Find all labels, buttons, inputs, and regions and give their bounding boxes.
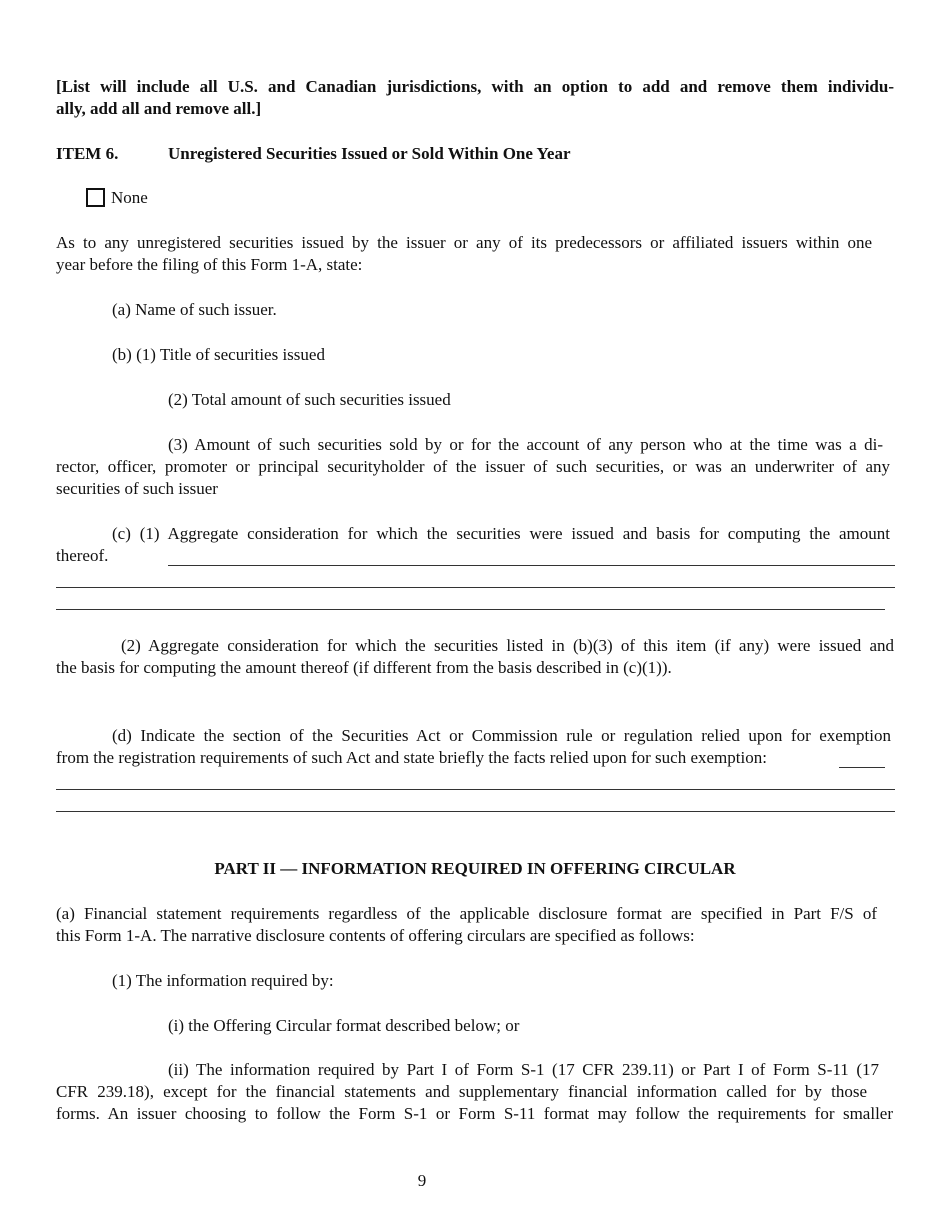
- part2-1: (1) The information required by:: [112, 971, 334, 990]
- item-title: Unregistered Securities Issued or Sold Within One Year: [168, 144, 571, 163]
- part2-heading: PART II — INFORMATION REQUIRED IN OFFERING CIRCULAR: [214, 859, 736, 878]
- item-number: ITEM 6.: [56, 144, 119, 163]
- item6-d-line-2: from the registration requirements of such Act and state briefly the facts relied upon for such exemption:: [56, 748, 767, 767]
- c1-answer-line-3[interactable]: [56, 609, 885, 610]
- part2-ii-line-2: CFR 239.18), except for the financial statements and supplementary financial information called for by those: [56, 1082, 867, 1101]
- item6-c1-line-2: thereof.: [56, 546, 109, 565]
- editor-note-line-2: ally, add all and remove all.]: [56, 99, 262, 118]
- part2-ii-line-3: forms. An issuer choosing to follow the Form S-1 or Form S-11 format may follow the requirements for smaller: [56, 1104, 893, 1123]
- part2-ii-line-1: (ii) The information required by Part I of Form S-1 (17 CFR 239.11) or Part I of Form S-11 (17: [168, 1060, 879, 1079]
- item6-c2-line-2: the basis for computing the amount thereof (if different from the basis described in (c)(1)).: [56, 658, 672, 677]
- none-checkbox-label: None: [111, 188, 148, 207]
- item6-b2: (2) Total amount of such securities issued: [168, 390, 451, 409]
- page-number: 9: [417, 1171, 427, 1190]
- none-checkbox[interactable]: [86, 188, 105, 207]
- c1-answer-line-2[interactable]: [56, 587, 895, 588]
- item6-a: (a) Name of such issuer.: [112, 300, 277, 319]
- item6-b3-line-2: rector, officer, promoter or principal securityholder of the issuer of such securities, or was an underwriter of any: [56, 457, 890, 476]
- part2-i: (i) the Offering Circular format described below; or: [168, 1016, 520, 1035]
- d-answer-line-3[interactable]: [56, 811, 895, 812]
- item6-intro-line-2: year before the filing of this Form 1-A, state:: [56, 255, 363, 274]
- item6-b3-line-1: (3) Amount of such securities sold by or for the account of any person who at the time was a di-: [168, 435, 883, 454]
- item6-c1-line-1: (c) (1) Aggregate consideration for which the securities were issued and basis for computing the amount: [112, 524, 890, 543]
- item6-d-line-1: (d) Indicate the section of the Securities Act or Commission rule or regulation relied upon for exemption: [112, 726, 891, 745]
- c1-answer-line-1[interactable]: [168, 565, 895, 566]
- editor-note-line-1: [List will include all U.S. and Canadian jurisdictions, with an option to add and remove them individu-: [56, 77, 894, 96]
- item6-c2-line-1: (2) Aggregate consideration for which the securities listed in (b)(3) of this item (if any) were issued and: [121, 636, 894, 655]
- item6-intro-line-1: As to any unregistered securities issued by the issuer or any of its predecessors or affiliated issuers within one: [56, 233, 872, 252]
- part2-a-line-1: (a) Financial statement requirements regardless of the applicable disclosure format are specified in Part F/S of: [56, 904, 877, 923]
- part2-a-line-2: this Form 1-A. The narrative disclosure contents of offering circulars are specified as follows:: [56, 926, 695, 945]
- item6-b3-line-3: securities of such issuer: [56, 479, 218, 498]
- item6-b1: (b) (1) Title of securities issued: [112, 345, 325, 364]
- d-answer-line-2[interactable]: [56, 789, 895, 790]
- d-answer-line-1[interactable]: [839, 767, 885, 768]
